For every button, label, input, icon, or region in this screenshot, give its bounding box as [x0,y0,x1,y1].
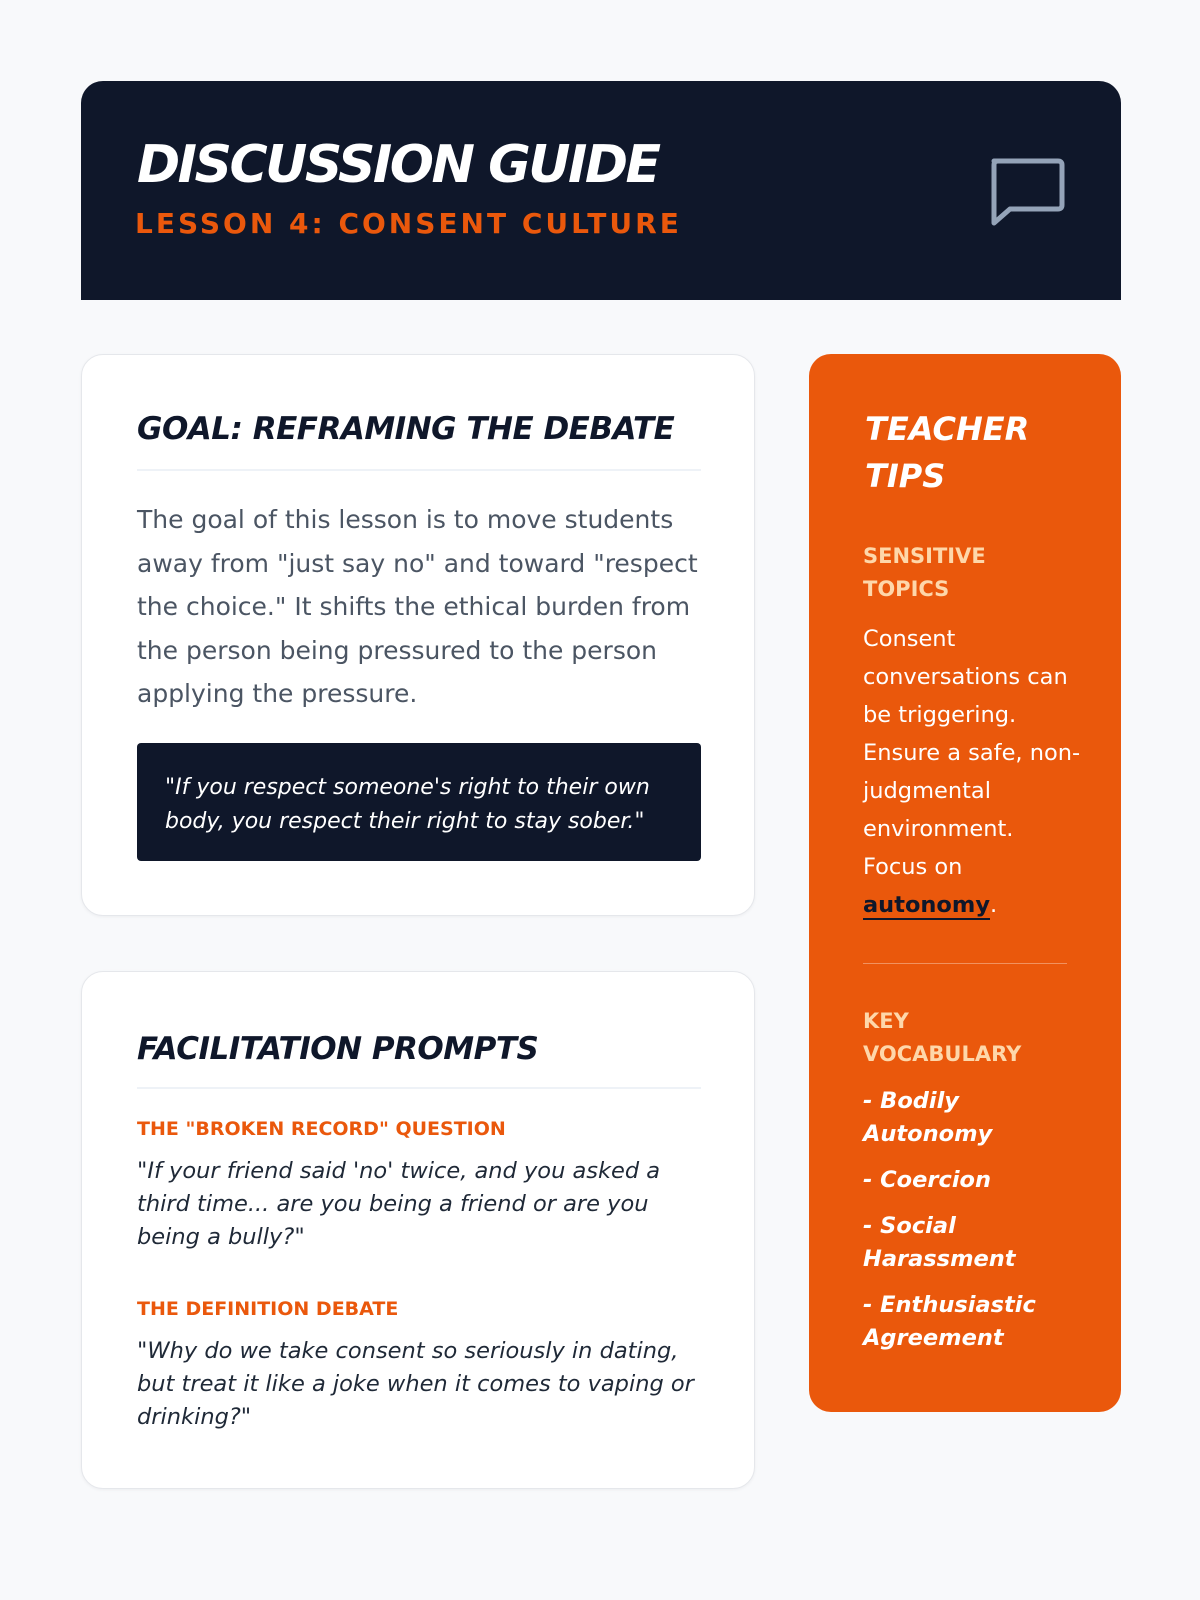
prompts-heading: FACILITATION PROMPTS [137,1031,539,1067]
prompt-question: "Why do we take consent so seriously in dating, but treat it like a joke when it comes to vaping or drinking?" [137,1338,694,1430]
goal-card [81,354,755,916]
prompt-label: THE DEFINITION DEBATE [137,1298,399,1320]
divider [137,469,701,471]
vocabulary-list [863,1085,1083,1368]
header-banner [81,81,1121,300]
key-vocabulary-label: KEY VOCABULARY [863,1009,1022,1066]
divider [863,963,1067,964]
prompt-label: THE "BROKEN RECORD" QUESTION [137,1118,506,1140]
goal-heading: GOAL: REFRAMING THE DEBATE [137,411,675,447]
sensitive-topics-label: SENSITIVE TOPICS [863,544,986,601]
vocabulary-item: - Enthusiastic Agreement [863,1292,1036,1351]
vocabulary-item: - Coercion [863,1167,992,1193]
keyword-autonomy: autonomy [863,892,991,918]
teacher-tips-panel [809,354,1121,1412]
goal-description: The goal of this lesson is to move students away from "just say no" and toward "respect the choice." It shifts the ethical burden from the person being pressured to the person applying the pressure. [137,505,698,708]
prompts-card [81,971,755,1489]
sensitive-text-end: . [990,892,998,918]
goal-quote: "If you respect someone's right to their own body, you respect their right to stay sober." [137,743,701,861]
divider [137,1087,701,1089]
sensitive-text: Consent conversations can be triggering. Ensure a safe, non-judgmental environment. Focus on [863,626,1081,880]
page-title: DISCUSSION GUIDE [137,135,659,195]
vocabulary-item: - Social Harassment [863,1213,1016,1272]
chat-bubble-icon [986,155,1066,229]
sensitive-topics-text [863,620,1083,924]
vocabulary-item: - Bodily Autonomy [863,1088,993,1147]
page-subtitle: LESSON 4: CONSENT CULTURE [135,207,682,240]
prompt-question: "If your friend said 'no' twice, and you asked a third time... are you being a friend or are you being a bully?" [137,1158,661,1250]
tips-title: TEACHER TIPS [865,410,1030,495]
